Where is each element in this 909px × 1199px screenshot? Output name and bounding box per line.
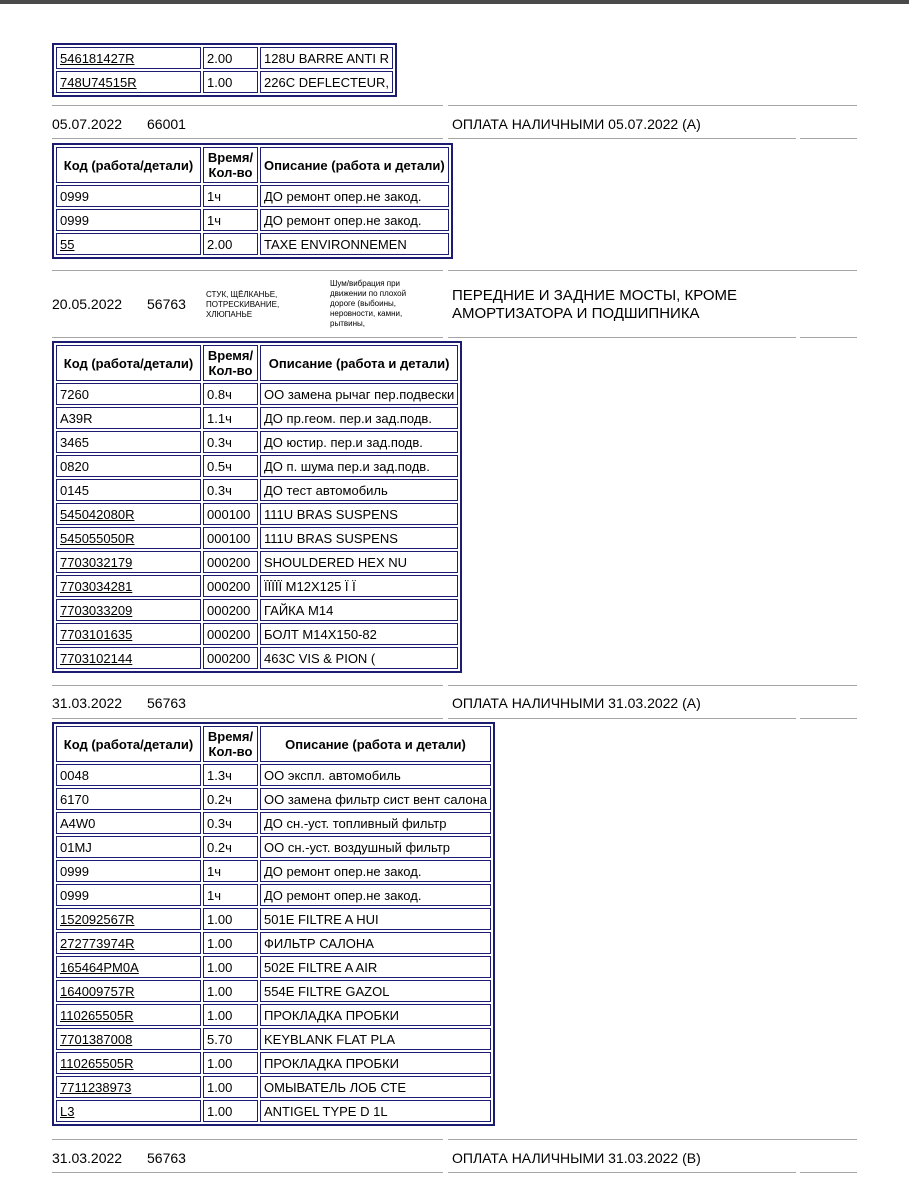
header-code: Код (работа/детали) [56, 726, 201, 762]
part-number-link[interactable]: 110265505R [60, 1007, 134, 1023]
cell-quantity: 1.1ч [203, 407, 258, 429]
cell-description: ПРОКЛАДКА ПРОБКИ [260, 1004, 491, 1026]
header-description: Описание (работа и детали) [260, 726, 491, 762]
cell-code [56, 551, 201, 573]
cell-quantity: 0.2ч [203, 788, 258, 810]
table-row [56, 479, 458, 501]
table-row [56, 1052, 491, 1074]
cell-code: 0999 [56, 860, 201, 882]
work-parts-table [52, 143, 453, 259]
condition-text: Шум/вибрация при движении по плохой дороге (выбоины, неровности, камни, рытвины, [330, 279, 407, 328]
section-divider [52, 718, 443, 719]
cell-description: 463C VIS & PION ( [260, 647, 458, 669]
table-row [56, 932, 491, 954]
table-row [56, 623, 458, 645]
header-description: Описание (работа и детали) [260, 147, 449, 183]
cell-description: ОО замена рычаг пер.подвески [260, 383, 458, 405]
cell-description: TAXE ENVIRONNEMEN [260, 233, 449, 255]
section-divider [448, 105, 857, 106]
part-number-link[interactable]: 272773974R [60, 935, 135, 951]
table-row [56, 1076, 491, 1098]
part-number-link[interactable]: 545042080R [60, 506, 135, 522]
part-number-link[interactable]: 7703032179 [60, 554, 133, 570]
cell-quantity: 000100 [203, 503, 258, 525]
cell-description: ОО сн.-уст. воздушный фильтр [260, 836, 491, 858]
table-header-row [56, 147, 449, 183]
cell-code [56, 1100, 201, 1122]
table-row [56, 551, 458, 573]
part-number-link[interactable]: 165464PM0A [60, 959, 139, 975]
part-number-link[interactable]: 7701387008 [60, 1031, 133, 1047]
cell-quantity: 000200 [203, 551, 258, 573]
work-parts-table [52, 341, 462, 673]
cell-code [56, 623, 201, 645]
repair-reason: ПЕРЕДНИЕ И ЗАДНИЕ МОСТЫ, КРОМЕ АМОРТИЗАТОРА И ПОДШИПНИКА [452, 287, 738, 322]
symptom-text: СТУК, ЩЁЛКАНЬЕ, ПОТРЕСКИВАНИЕ, ХЛЮПАНЬЕ [206, 290, 280, 319]
cell-code [56, 1028, 201, 1050]
table-row [56, 383, 458, 405]
section-divider [52, 337, 443, 338]
table-row [56, 908, 491, 930]
part-number-link[interactable]: 545055050R [60, 530, 135, 546]
cell-description: ДО ремонт опер.не закод. [260, 884, 491, 906]
cell-code [56, 575, 201, 597]
cell-description: ФИЛЬТР САЛОНА [260, 932, 491, 954]
cell-description: ДО пр.геом. пер.и зад.подв. [260, 407, 458, 429]
cell-quantity: 2.00 [203, 233, 258, 255]
part-number-link[interactable]: 7703102144 [60, 650, 133, 666]
cell-code [56, 1052, 201, 1074]
section-divider [800, 718, 857, 719]
cell-quantity: 000200 [203, 599, 258, 621]
part-number-link[interactable]: 748U74515R [60, 74, 137, 90]
cell-description: ДО ремонт опер.не закод. [260, 860, 491, 882]
part-number-link[interactable]: 7703033209 [60, 602, 133, 618]
table-row [56, 812, 491, 834]
cell-description: SHOULDERED HEX NU [260, 551, 458, 573]
cell-code: A39R [56, 407, 201, 429]
table-row [56, 503, 458, 525]
part-number-link[interactable]: L3 [60, 1103, 75, 1119]
cell-description: ОО экспл. автомобиль [260, 764, 491, 786]
cell-description: 111U BRAS SUSPENS [260, 503, 458, 525]
cell-code [56, 932, 201, 954]
cell-quantity: 0.2ч [203, 836, 258, 858]
header-description: Описание (работа и детали) [260, 345, 458, 381]
table-row [56, 836, 491, 858]
cell-quantity: 1ч [203, 884, 258, 906]
part-number-link[interactable]: 7711238973 [60, 1079, 132, 1095]
cell-quantity: 1.00 [203, 1076, 258, 1098]
header-time: Время/ Кол-во [203, 726, 258, 762]
cell-quantity: 000100 [203, 527, 258, 549]
cell-quantity: 000200 [203, 623, 258, 645]
table-row [56, 884, 491, 906]
viewer-top-bar [0, 0, 909, 4]
cell-code: 7260 [56, 383, 201, 405]
section-divider [448, 270, 857, 271]
cell-quantity: 0.5ч [203, 455, 258, 477]
section-divider [448, 138, 796, 139]
section-divider [448, 685, 857, 686]
cell-code [56, 71, 201, 93]
cell-quantity: 1.00 [203, 1100, 258, 1122]
cell-quantity: 2.00 [203, 47, 258, 69]
table-row [56, 71, 393, 93]
table-header-row [56, 726, 491, 762]
cell-code [56, 1004, 201, 1026]
section-divider [800, 138, 857, 139]
cell-quantity: 1.3ч [203, 764, 258, 786]
table-row [56, 980, 491, 1002]
cell-code: A4W0 [56, 812, 201, 834]
cell-description: ANTIGEL TYPE D 1L [260, 1100, 491, 1122]
part-number-link[interactable]: 7703101635 [60, 626, 133, 642]
cell-code [56, 233, 201, 255]
cell-code [56, 599, 201, 621]
cell-code [56, 980, 201, 1002]
table-row [56, 431, 458, 453]
cell-description: 554E FILTRE GAZOL [260, 980, 491, 1002]
cell-code: 0999 [56, 185, 201, 207]
cell-code [56, 1076, 201, 1098]
cell-description: KEYBLANK FLAT PLA [260, 1028, 491, 1050]
part-number-link[interactable]: 110265505R [60, 1055, 134, 1071]
cell-quantity: 1.00 [203, 1004, 258, 1026]
header-code: Код (работа/детали) [56, 345, 201, 381]
part-number-link[interactable]: 546181427R [60, 50, 135, 66]
table-row [56, 599, 458, 621]
cell-description: ДО ремонт опер.не закод. [260, 209, 449, 231]
section-divider [52, 105, 443, 106]
cell-quantity: 1.00 [203, 908, 258, 930]
cell-description: БОЛТ M14X150-82 [260, 623, 458, 645]
cell-description: 111U BRAS SUSPENS [260, 527, 458, 549]
cell-code [56, 47, 201, 69]
section-divider [52, 138, 443, 139]
section-divider [52, 1172, 443, 1173]
table-row [56, 47, 393, 69]
cell-description: ОО замена фильтр сист вент салона [260, 788, 491, 810]
table-row [56, 1028, 491, 1050]
visit-date: 31.03.2022 [52, 695, 123, 711]
visit-code: 56763 [147, 1150, 186, 1166]
cell-quantity: 000200 [203, 575, 258, 597]
cell-quantity: 1.00 [203, 1052, 258, 1074]
table-row [56, 860, 491, 882]
visit-code: 66001 [147, 116, 186, 132]
table-row [56, 1100, 491, 1122]
payment-label: ОПЛАТА НАЛИЧНЫМИ 31.03.2022 (B) [452, 1150, 701, 1166]
cell-code: 0999 [56, 884, 201, 906]
payment-label: ОПЛАТА НАЛИЧНЫМИ 31.03.2022 (A) [452, 695, 701, 711]
cell-code [56, 503, 201, 525]
cell-quantity: 1.00 [203, 980, 258, 1002]
work-parts-table [52, 722, 495, 1126]
cell-quantity: 1.00 [203, 71, 258, 93]
table-row [56, 455, 458, 477]
visit-date: 20.05.2022 [52, 296, 123, 312]
cell-description: 128U BARRE ANTI R [260, 47, 393, 69]
cell-description: ДО тест автомобиль [260, 479, 458, 501]
section-divider [448, 1139, 857, 1140]
cell-code: 0048 [56, 764, 201, 786]
cell-quantity: 1.00 [203, 932, 258, 954]
cell-code: 0999 [56, 209, 201, 231]
cell-description: ДО юстир. пер.и зад.подв. [260, 431, 458, 453]
section-divider [448, 718, 796, 719]
cell-quantity: 0.3ч [203, 431, 258, 453]
visit-date: 31.03.2022 [52, 1150, 123, 1166]
cell-description: ПРОКЛАДКА ПРОБКИ [260, 1052, 491, 1074]
section-divider [448, 1172, 796, 1173]
table-header-row [56, 345, 458, 381]
cell-quantity: 1ч [203, 185, 258, 207]
table-row [56, 209, 449, 231]
table-row [56, 764, 491, 786]
cell-code: 3465 [56, 431, 201, 453]
table-row [56, 407, 458, 429]
section-divider [52, 270, 443, 271]
section-divider [52, 685, 443, 686]
cell-code [56, 647, 201, 669]
table-row [56, 233, 449, 255]
part-number-link[interactable]: 55 [60, 236, 75, 252]
cell-code: 0820 [56, 455, 201, 477]
part-number-link[interactable]: 7703034281 [60, 578, 133, 594]
cell-description: ДО ремонт опер.не закод. [260, 185, 449, 207]
cell-description: 226C DEFLECTEUR, [260, 71, 393, 93]
cell-quantity: 1.00 [203, 956, 258, 978]
cell-description: 501E FILTRE A HUI [260, 908, 491, 930]
visit-code: 56763 [147, 296, 186, 312]
cell-code: 0145 [56, 479, 201, 501]
header-code: Код (работа/детали) [56, 147, 201, 183]
table-row [56, 185, 449, 207]
cell-description: ДО сн.-уст. топливный фильтр [260, 812, 491, 834]
cell-code: 6170 [56, 788, 201, 810]
section-divider [800, 1172, 857, 1173]
header-time: Время/ Кол-во [203, 345, 258, 381]
section-divider [52, 1139, 443, 1140]
section-divider [800, 337, 857, 338]
header-time: Время/ Кол-во [203, 147, 258, 183]
parts-table-continued [52, 43, 397, 97]
cell-quantity: 0.8ч [203, 383, 258, 405]
table-row [56, 1004, 491, 1026]
cell-code [56, 527, 201, 549]
visit-date: 05.07.2022 [52, 116, 123, 132]
table-row [56, 575, 458, 597]
cell-code [56, 908, 201, 930]
cell-quantity: 0.3ч [203, 479, 258, 501]
cell-quantity: 0.3ч [203, 812, 258, 834]
part-number-link[interactable]: 164009757R [60, 983, 135, 999]
part-number-link[interactable]: 152092567R [60, 911, 135, 927]
cell-quantity: 1ч [203, 209, 258, 231]
cell-quantity: 1ч [203, 860, 258, 882]
cell-description: ДО п. шума пер.и зад.подв. [260, 455, 458, 477]
cell-code: 01MJ [56, 836, 201, 858]
cell-quantity: 5.70 [203, 1028, 258, 1050]
table-row [56, 788, 491, 810]
cell-code [56, 956, 201, 978]
section-divider [448, 337, 796, 338]
cell-quantity: 000200 [203, 647, 258, 669]
visit-code: 56763 [147, 695, 186, 711]
payment-label: ОПЛАТА НАЛИЧНЫМИ 05.07.2022 (A) [452, 116, 701, 132]
table-row [56, 647, 458, 669]
cell-description: ГАЙКА М14 [260, 599, 458, 621]
table-row [56, 527, 458, 549]
cell-description: ÏÏÏÏÏ M12X125 Ï Ï [260, 575, 458, 597]
cell-description: ОМЫВАТЕЛЬ ЛОБ СТЕ [260, 1076, 491, 1098]
cell-description: 502E FILTRE A AIR [260, 956, 491, 978]
table-row [56, 956, 491, 978]
